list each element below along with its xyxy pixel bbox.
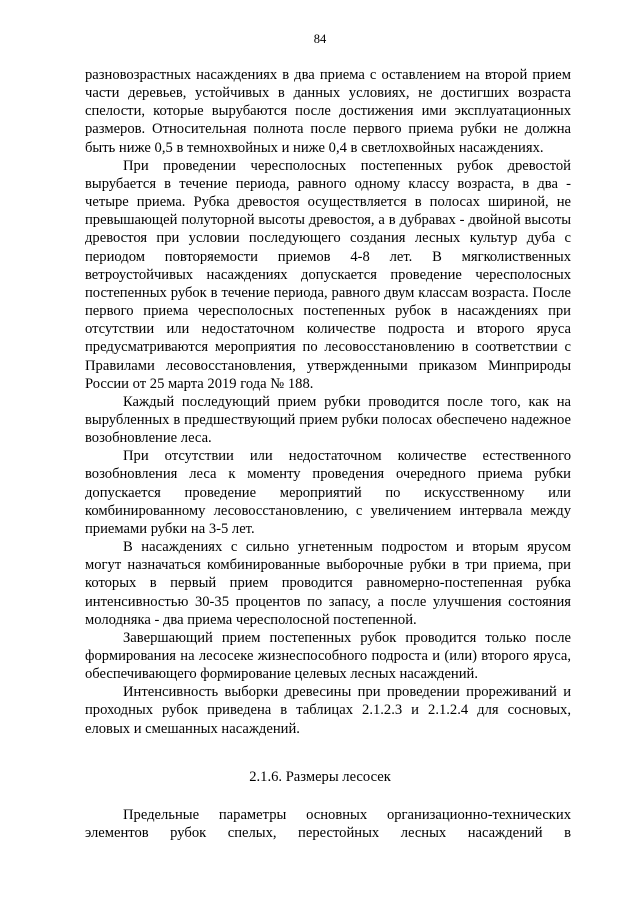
- paragraph-combined-cuts: В насаждениях с сильно угнетенным подростом и вторым ярусом могут назначаться комбинированные выборочные рубки в три приема, при которых в первый прием проводится равномерно-постепенная рубка интенсивностью 30-35 процентов по запасу, а после улучшения состояния молодняка - два приема чересполосной постепенной.: [85, 539, 571, 628]
- page-number: 84: [313, 32, 327, 46]
- paragraph-artificial-regeneration: При отсутствии или недостаточном количестве естественного возобновления леса к моменту проведения очередного приема рубки допускается проведение мероприятий по искусственному или комбинированному лесовосстановлению, с увеличением интервала между приемами рубки на 3-5 лет.: [85, 448, 571, 537]
- paragraph-subsequent-cuts: Каждый последующий прием рубки проводится после того, как на вырубленных в предшествующий прием рубки полосах обеспечено надежное возобновление леса.: [85, 393, 571, 447]
- paragraph-continuation: разновозрастных насаждениях в два приема с оставлением на второй прием части деревьев, устойчивых в данных условиях, не достигших возраста спелости, которые вырубаются после достижения ими эксплуатационных размеров. Относительная полнота после первого приема рубки не должна быть ниже 0,5 в темнохвойных и ниже 0,4 в светлохвойных насаждениях.: [85, 67, 571, 156]
- section-heading: 2.1.6. Размеры лесосек: [249, 769, 391, 785]
- closing-paragraph: [85, 806, 571, 842]
- closing-line: Предельные параметры основных организационно-технических: [123, 807, 571, 823]
- paragraph-thinning-intensity: Интенсивность выборки древесины при проведении прореживаний и проходных рубок приведена в таблицах 2.1.2.3 и 2.1.2.4 для сосновых, еловых и смешанных насаждений.: [85, 684, 571, 737]
- body-text: [85, 66, 571, 738]
- paragraph-final-cut: Завершающий прием постепенных рубок проводится только после формирования на лесосеке жизнеспособного подроста и (или) второго яруса, обеспечивающего формирование целевых лесных насаждений.: [85, 629, 571, 683]
- closing-line: элементов рубок спелых, перестойных лесных насаждений в: [85, 825, 571, 842]
- paragraph-strip-cutting: При проведении чересполосных постепенных рубок древостой вырубается в течение периода, равного одному классу возраста, в два - четыре приема. Рубка древостоя осуществляется в полосах шириной, не превышающей полуторной высоты древостоя, а в дубравах - двойной высоты древостоя при условии последующего создания лесных культур дуба с периодом повторяемости приемов 4-8 лет. В мягколиственных ветроустойчивых насаждениях допускается проведение чересполосных постепенных рубок в течение периода, равного двум классам возраста. После первого приема чересполосных постепенных рубок в насаждениях при отсутствии или недостаточном количестве подроста и второго яруса предусматриваются мероприятия по лесовосстановлению в соответствии с Правилами лесовосстановления, утвержденными приказом Минприроды России от 25 марта 2019 года № 188.: [85, 157, 571, 392]
